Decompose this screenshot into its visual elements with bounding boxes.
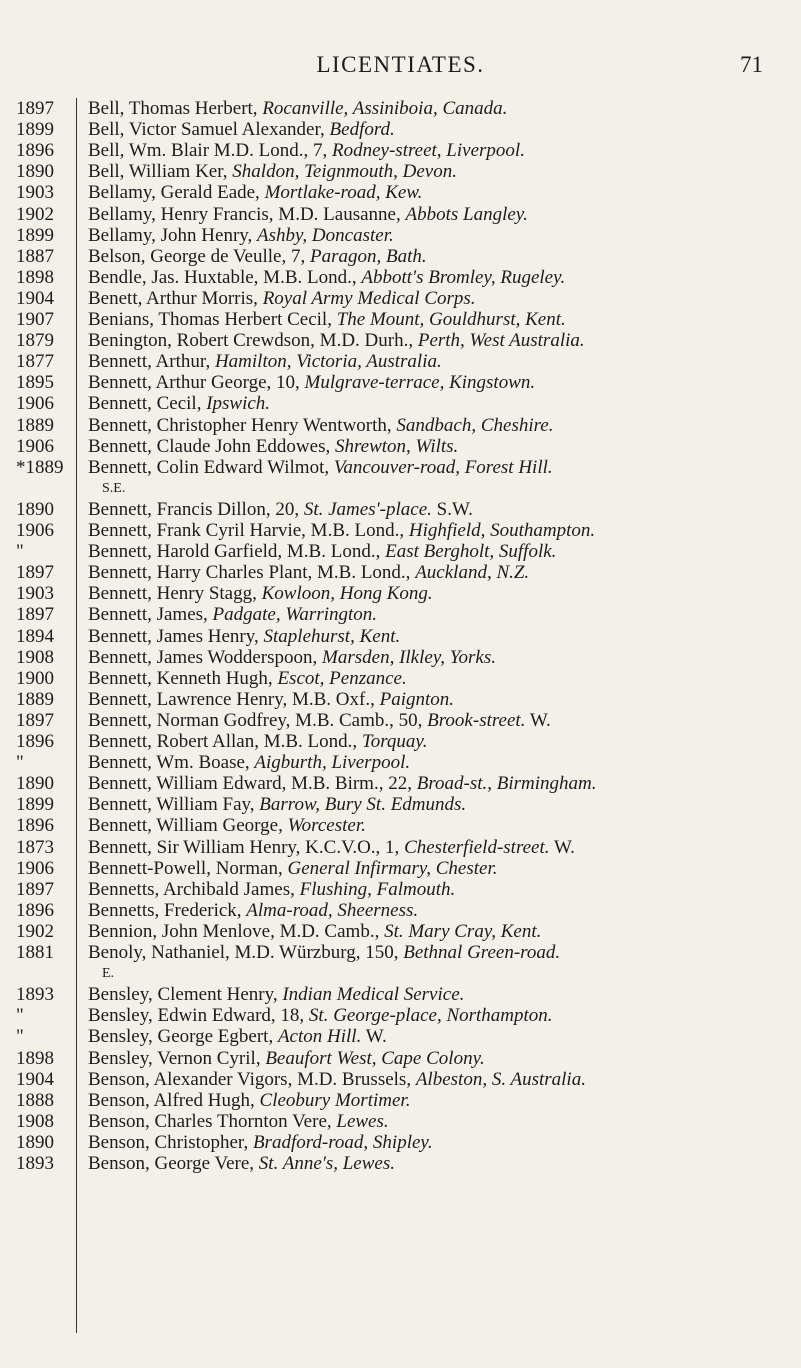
entry-name: Bennett, Francis Dillon, 20, (88, 498, 304, 520)
entry-year: 1906 (16, 857, 54, 879)
entry-place: Highfield, Southampton. (408, 520, 596, 541)
list-item (0, 1132, 801, 1153)
list-item (0, 668, 801, 689)
entry-continuation: S.E. (102, 480, 126, 496)
entry-text (88, 921, 788, 942)
entry-place: Ashby, Doncaster. (257, 224, 394, 246)
entry-place: Hamilton, Victoria, Australia. (214, 351, 442, 373)
entry-district: W. (525, 709, 551, 731)
list-item (0, 1048, 801, 1069)
list-item (0, 1005, 801, 1026)
entry-place: Bradford-road, Shipley. (252, 1131, 433, 1153)
entry-place: Broad-st., Birmingham. (416, 773, 597, 795)
list-item (0, 794, 801, 815)
entry-text (88, 731, 788, 752)
entry-year: 1890 (16, 773, 54, 795)
entry-text (88, 668, 788, 689)
list-item (0, 773, 801, 794)
entry-place: Alma-road, Sheerness. (246, 899, 419, 921)
page-header (0, 52, 801, 84)
entry-text (88, 1026, 788, 1047)
entry-place: Mortlake-road, Kew. (264, 182, 423, 204)
entry-place: Bedford. (329, 119, 395, 141)
entry-place: St. George-place, Northampton. (308, 1005, 553, 1027)
entry-year: 1889 (16, 688, 54, 710)
entry-year: 1898 (16, 1047, 54, 1069)
entry-name: Bellamy, Gerald Eade, (88, 182, 265, 204)
entry-place: Brook-street. (427, 709, 526, 731)
entry-place: East Bergholt, Suffolk. (385, 541, 557, 563)
entry-place: Paragon, Bath. (309, 245, 427, 267)
entry-name: Benington, Robert Crewdson, M.D. Durh., (88, 330, 418, 352)
entry-name: Benson, Charles Thornton Vere, (88, 1110, 337, 1132)
entry-continuation: E. (102, 966, 115, 982)
entry-text (88, 900, 788, 921)
entry-year: 1894 (16, 625, 54, 647)
entry-name: Bell, Thomas Herbert, (88, 98, 263, 119)
entry-name: Benson, George Vere, (88, 1153, 259, 1174)
list-item (0, 710, 801, 731)
entry-text (88, 309, 788, 330)
entry-place: St. Anne's, Lewes. (258, 1153, 395, 1174)
entry-name: Bennett, Wm. Boase, (88, 752, 255, 774)
entry-place: Indian Medical Service. (282, 984, 465, 1006)
entry-text (88, 1048, 788, 1069)
entry-year: 1897 (16, 709, 54, 731)
entry-name: Bennett, Norman Godfrey, M.B. Camb., 50, (88, 709, 428, 731)
list-item (0, 942, 801, 982)
entry-name: Bennett, Henry Stagg, (88, 583, 262, 605)
entry-year: 1897 (16, 878, 54, 900)
entry-year: 1899 (16, 224, 54, 246)
entry-year: 1896 (16, 899, 54, 921)
entry-year: 1902 (16, 920, 54, 942)
entry-name: Bendle, Jas. Huxtable, M.B. Lond., (88, 266, 362, 288)
entry-text (88, 1132, 788, 1153)
entry-year: 1889 (16, 414, 54, 436)
entry-place: Rocanville, Assiniboia, Canada. (262, 98, 508, 119)
entry-name: Bennion, John Menlove, M.D. Camb., (88, 920, 385, 942)
list-item (0, 1153, 801, 1174)
entry-text (88, 267, 788, 288)
entry-name: Benoly, Nathaniel, M.D. Würzburg, 150, (88, 942, 404, 963)
entry-place: Staplehurst, Kent. (263, 625, 401, 647)
entry-name: Benians, Thomas Herbert Cecil, (88, 309, 337, 330)
entry-place: Shaldon, Teignmouth, Devon. (232, 161, 457, 183)
entry-place: St. Mary Cray, Kent. (384, 920, 542, 942)
list-item (0, 879, 801, 900)
entry-text (88, 98, 788, 119)
entry-place: Abbott's Bromley, Rugeley. (361, 266, 566, 288)
entry-name: Bensley, Vernon Cyril, (88, 1047, 266, 1069)
entry-text (88, 372, 788, 393)
entry-text (88, 1153, 788, 1174)
entry-year: 1893 (16, 1153, 54, 1174)
entry-name: Bennett, Arthur George, 10, (88, 372, 305, 394)
entry-year: 1895 (16, 372, 54, 394)
entry-place: Torquay. (361, 731, 428, 752)
entry-text (88, 689, 788, 710)
list-item (0, 689, 801, 710)
entry-text (88, 1090, 788, 1111)
entry-name: Belson, George de Veulle, 7, (88, 245, 310, 267)
list-item (0, 246, 801, 267)
entry-year: *1889 (16, 456, 64, 478)
entry-text (88, 626, 788, 647)
list-item (0, 372, 801, 393)
entry-year: " (16, 541, 24, 563)
entry-year: 1908 (16, 1110, 54, 1132)
entry-name: Bennett, James Wodderspoon, (88, 646, 323, 668)
list-item (0, 436, 801, 457)
entry-text (88, 773, 788, 794)
list-item (0, 456, 801, 496)
list-item (0, 583, 801, 604)
entry-text (88, 288, 788, 309)
entry-name: Bennett, Christopher Henry Wentworth, (88, 414, 397, 436)
entry-year: 1896 (16, 815, 54, 837)
entry-year: 1890 (16, 498, 54, 520)
list-item (0, 921, 801, 942)
list-item (0, 204, 801, 225)
entry-year: 1903 (16, 182, 54, 204)
entry-year: 1890 (16, 161, 54, 183)
entry-year: " (16, 1005, 24, 1027)
entry-district: W. (549, 836, 575, 858)
page-title: LICENTIATES. (316, 52, 485, 77)
entry-name: Bennetts, Frederick, (88, 899, 247, 921)
entry-name: Bennett, Claude John Eddowes, (88, 435, 335, 457)
entry-name: Bennett, Frank Cyril Harvie, M.B. Lond., (88, 520, 409, 541)
entry-text (88, 837, 788, 858)
entry-year: 1899 (16, 119, 54, 141)
entry-place: The Mount, Gouldhurst, Kent. (336, 309, 566, 330)
list-item (0, 626, 801, 647)
list-item (0, 225, 801, 246)
list-item (0, 752, 801, 773)
entry-text (88, 499, 788, 520)
list-item (0, 1069, 801, 1090)
entry-text (88, 351, 788, 372)
entry-place: Vancouver-road, Forest Hill. (333, 456, 553, 478)
entry-text (88, 436, 788, 457)
entry-text (88, 457, 788, 478)
entry-place: Acton Hill. (277, 1026, 362, 1048)
entry-year: 1881 (16, 942, 54, 963)
entry-year: 1877 (16, 351, 54, 373)
list-item (0, 604, 801, 625)
entry-year: 1900 (16, 667, 54, 689)
entry-name: Bennett, James Henry, (88, 625, 264, 647)
entry-year: 1888 (16, 1089, 54, 1111)
list-item (0, 1026, 801, 1047)
entry-place: Lewes. (336, 1110, 389, 1132)
entry-text (88, 393, 788, 414)
entry-year: 1873 (16, 836, 54, 858)
entry-text (88, 710, 788, 731)
list-item (0, 288, 801, 309)
list-item (0, 119, 801, 140)
entry-year: 1908 (16, 646, 54, 668)
entry-text (88, 161, 788, 182)
entry-text (88, 879, 788, 900)
entry-year: 1904 (16, 1068, 54, 1090)
list-item (0, 1111, 801, 1132)
entry-text (88, 330, 788, 351)
entry-year: 1906 (16, 435, 54, 457)
entry-text (88, 604, 788, 625)
entry-name: Bennett, William Edward, M.B. Birm., 22, (88, 773, 417, 795)
list-item (0, 161, 801, 182)
list-item (0, 140, 801, 161)
entry-name: Bell, Wm. Blair M.D. Lond., 7, (88, 140, 332, 162)
entry-name: Bensley, Edwin Edward, 18, (88, 1005, 309, 1027)
list-item (0, 393, 801, 414)
entry-name: Bennett, Robert Allan, M.B. Lond., (88, 731, 362, 752)
entry-text (88, 246, 788, 267)
entry-text (88, 562, 788, 583)
list-item (0, 731, 801, 752)
entry-text (88, 647, 788, 668)
entry-place: General Infirmary, Chester. (287, 857, 498, 879)
entry-place: Flushing, Falmouth. (299, 878, 456, 900)
entry-name: Bennett, Kenneth Hugh, (88, 667, 278, 689)
entry-name: Bennetts, Archibald James, (88, 878, 300, 900)
entry-name: Bennett-Powell, Norman, (88, 857, 288, 879)
entry-year: 1899 (16, 794, 54, 816)
entry-place: Mulgrave-terrace, Kingstown. (304, 372, 536, 394)
entry-name: Bell, William Ker, (88, 161, 233, 183)
entry-place: Bethnal Green-road. (403, 942, 561, 963)
entry-place: Padgate, Warrington. (212, 604, 378, 626)
entry-year: 1907 (16, 309, 54, 330)
entry-text (88, 140, 788, 161)
entry-place: Abbots Langley. (405, 203, 528, 225)
entry-place: Albeston, S. Australia. (415, 1068, 586, 1090)
list-item (0, 415, 801, 436)
entry-place: Worcester. (287, 815, 366, 837)
entry-name: Bennett, Lawrence Henry, M.B. Oxf., (88, 688, 380, 710)
entry-name: Benson, Alexander Vigors, M.D. Brussels, (88, 1068, 416, 1090)
entry-text (88, 225, 788, 246)
entry-name: Bennett, Harold Garfield, M.B. Lond., (88, 541, 386, 563)
entry-year: 1890 (16, 1131, 54, 1153)
entry-year: 1896 (16, 731, 54, 752)
entry-name: Bellamy, John Henry, (88, 224, 258, 246)
entry-name: Benson, Christopher, (88, 1131, 253, 1153)
entry-year: 1898 (16, 266, 54, 288)
entry-place: Escot, Penzance. (277, 667, 407, 689)
entry-place: Royal Army Medical Corps. (262, 287, 476, 309)
entry-text (88, 858, 788, 879)
list-item (0, 900, 801, 921)
entry-text (88, 984, 788, 1005)
entry-place: Rodney-street, Liverpool. (332, 140, 525, 162)
list-item (0, 858, 801, 879)
entry-name: Bensley, Clement Henry, (88, 984, 283, 1006)
entry-name: Bennett, William George, (88, 815, 288, 837)
entry-place: Ipswich. (206, 393, 271, 415)
entry-text (88, 520, 788, 541)
entry-text (88, 942, 788, 963)
entry-place: Beaufort West, Cape Colony. (265, 1047, 485, 1069)
list-item (0, 815, 801, 836)
entry-text (88, 583, 788, 604)
entry-place: Chesterfield-street. (404, 836, 550, 858)
entry-name: Benson, Alfred Hugh, (88, 1089, 260, 1111)
entry-place: Perth, West Australia. (417, 330, 585, 352)
entry-text (88, 815, 788, 836)
entry-year: 1897 (16, 562, 54, 584)
entry-name: Bennett, William Fay, (88, 794, 260, 816)
entry-name: Bennett, Colin Edward Wilmot, (88, 456, 334, 478)
entry-year: " (16, 752, 24, 774)
entry-place: Sandbach, Cheshire. (396, 414, 554, 436)
entry-year: 1897 (16, 604, 54, 626)
list-item (0, 837, 801, 858)
list-item (0, 309, 801, 330)
entry-name: Bellamy, Henry Francis, M.D. Lausanne, (88, 203, 406, 225)
entry-place: Aigburth, Liverpool. (254, 752, 411, 774)
list-item (0, 499, 801, 520)
entry-place: St. James'-place. (303, 498, 432, 520)
entry-place: Marsden, Ilkley, Yorks. (322, 646, 496, 668)
list-item (0, 520, 801, 541)
entry-text (88, 752, 788, 773)
entry-text (88, 1069, 788, 1090)
entry-text (88, 541, 788, 562)
entry-place: Paignton. (379, 688, 455, 710)
list-item (0, 541, 801, 562)
entry-year: 1887 (16, 245, 54, 267)
entry-name: Bensley, George Egbert, (88, 1026, 278, 1048)
list-item (0, 351, 801, 372)
entry-text (88, 204, 788, 225)
entry-text (88, 182, 788, 203)
entry-text (88, 119, 788, 140)
entry-year: 1903 (16, 583, 54, 605)
entry-place: Shrewton, Wilts. (334, 435, 459, 457)
entry-year: 1893 (16, 984, 54, 1006)
entry-year: " (16, 1026, 24, 1048)
entry-text (88, 415, 788, 436)
entry-name: Bennett, Harry Charles Plant, M.B. Lond., (88, 562, 416, 584)
list-item (0, 98, 801, 119)
entry-year: 1879 (16, 330, 54, 352)
list-item (0, 330, 801, 351)
entry-district: S.W. (431, 498, 473, 520)
list-item (0, 267, 801, 288)
entry-place: Kowloon, Hong Kong. (261, 583, 433, 605)
entry-year: 1906 (16, 393, 54, 415)
entry-text (88, 794, 788, 815)
list-item (0, 984, 801, 1005)
entry-name: Bell, Victor Samuel Alexander, (88, 119, 330, 141)
entry-year: 1906 (16, 520, 54, 541)
page-number: 71 (740, 52, 763, 77)
entry-district: W. (361, 1026, 387, 1048)
entry-year: 1902 (16, 203, 54, 225)
entry-year: 1896 (16, 140, 54, 162)
entry-name: Bennett, Cecil, (88, 393, 207, 415)
entry-place: Auckland, N.Z. (415, 562, 530, 584)
entry-year: 1897 (16, 98, 54, 119)
entry-name: Bennett, Sir William Henry, K.C.V.O., 1, (88, 836, 405, 858)
entry-text (88, 1111, 788, 1132)
list-item (0, 182, 801, 203)
entry-name: Bennett, Arthur, (88, 351, 215, 373)
entry-name: Bennett, James, (88, 604, 213, 626)
list-item (0, 1090, 801, 1111)
entry-place: Barrow, Bury St. Edmunds. (259, 794, 467, 816)
entry-year: 1904 (16, 287, 54, 309)
entry-name: Benett, Arthur Morris, (88, 287, 263, 309)
list-item (0, 647, 801, 668)
list-item (0, 562, 801, 583)
entry-place: Cleobury Mortimer. (259, 1089, 411, 1111)
entry-text (88, 1005, 788, 1026)
